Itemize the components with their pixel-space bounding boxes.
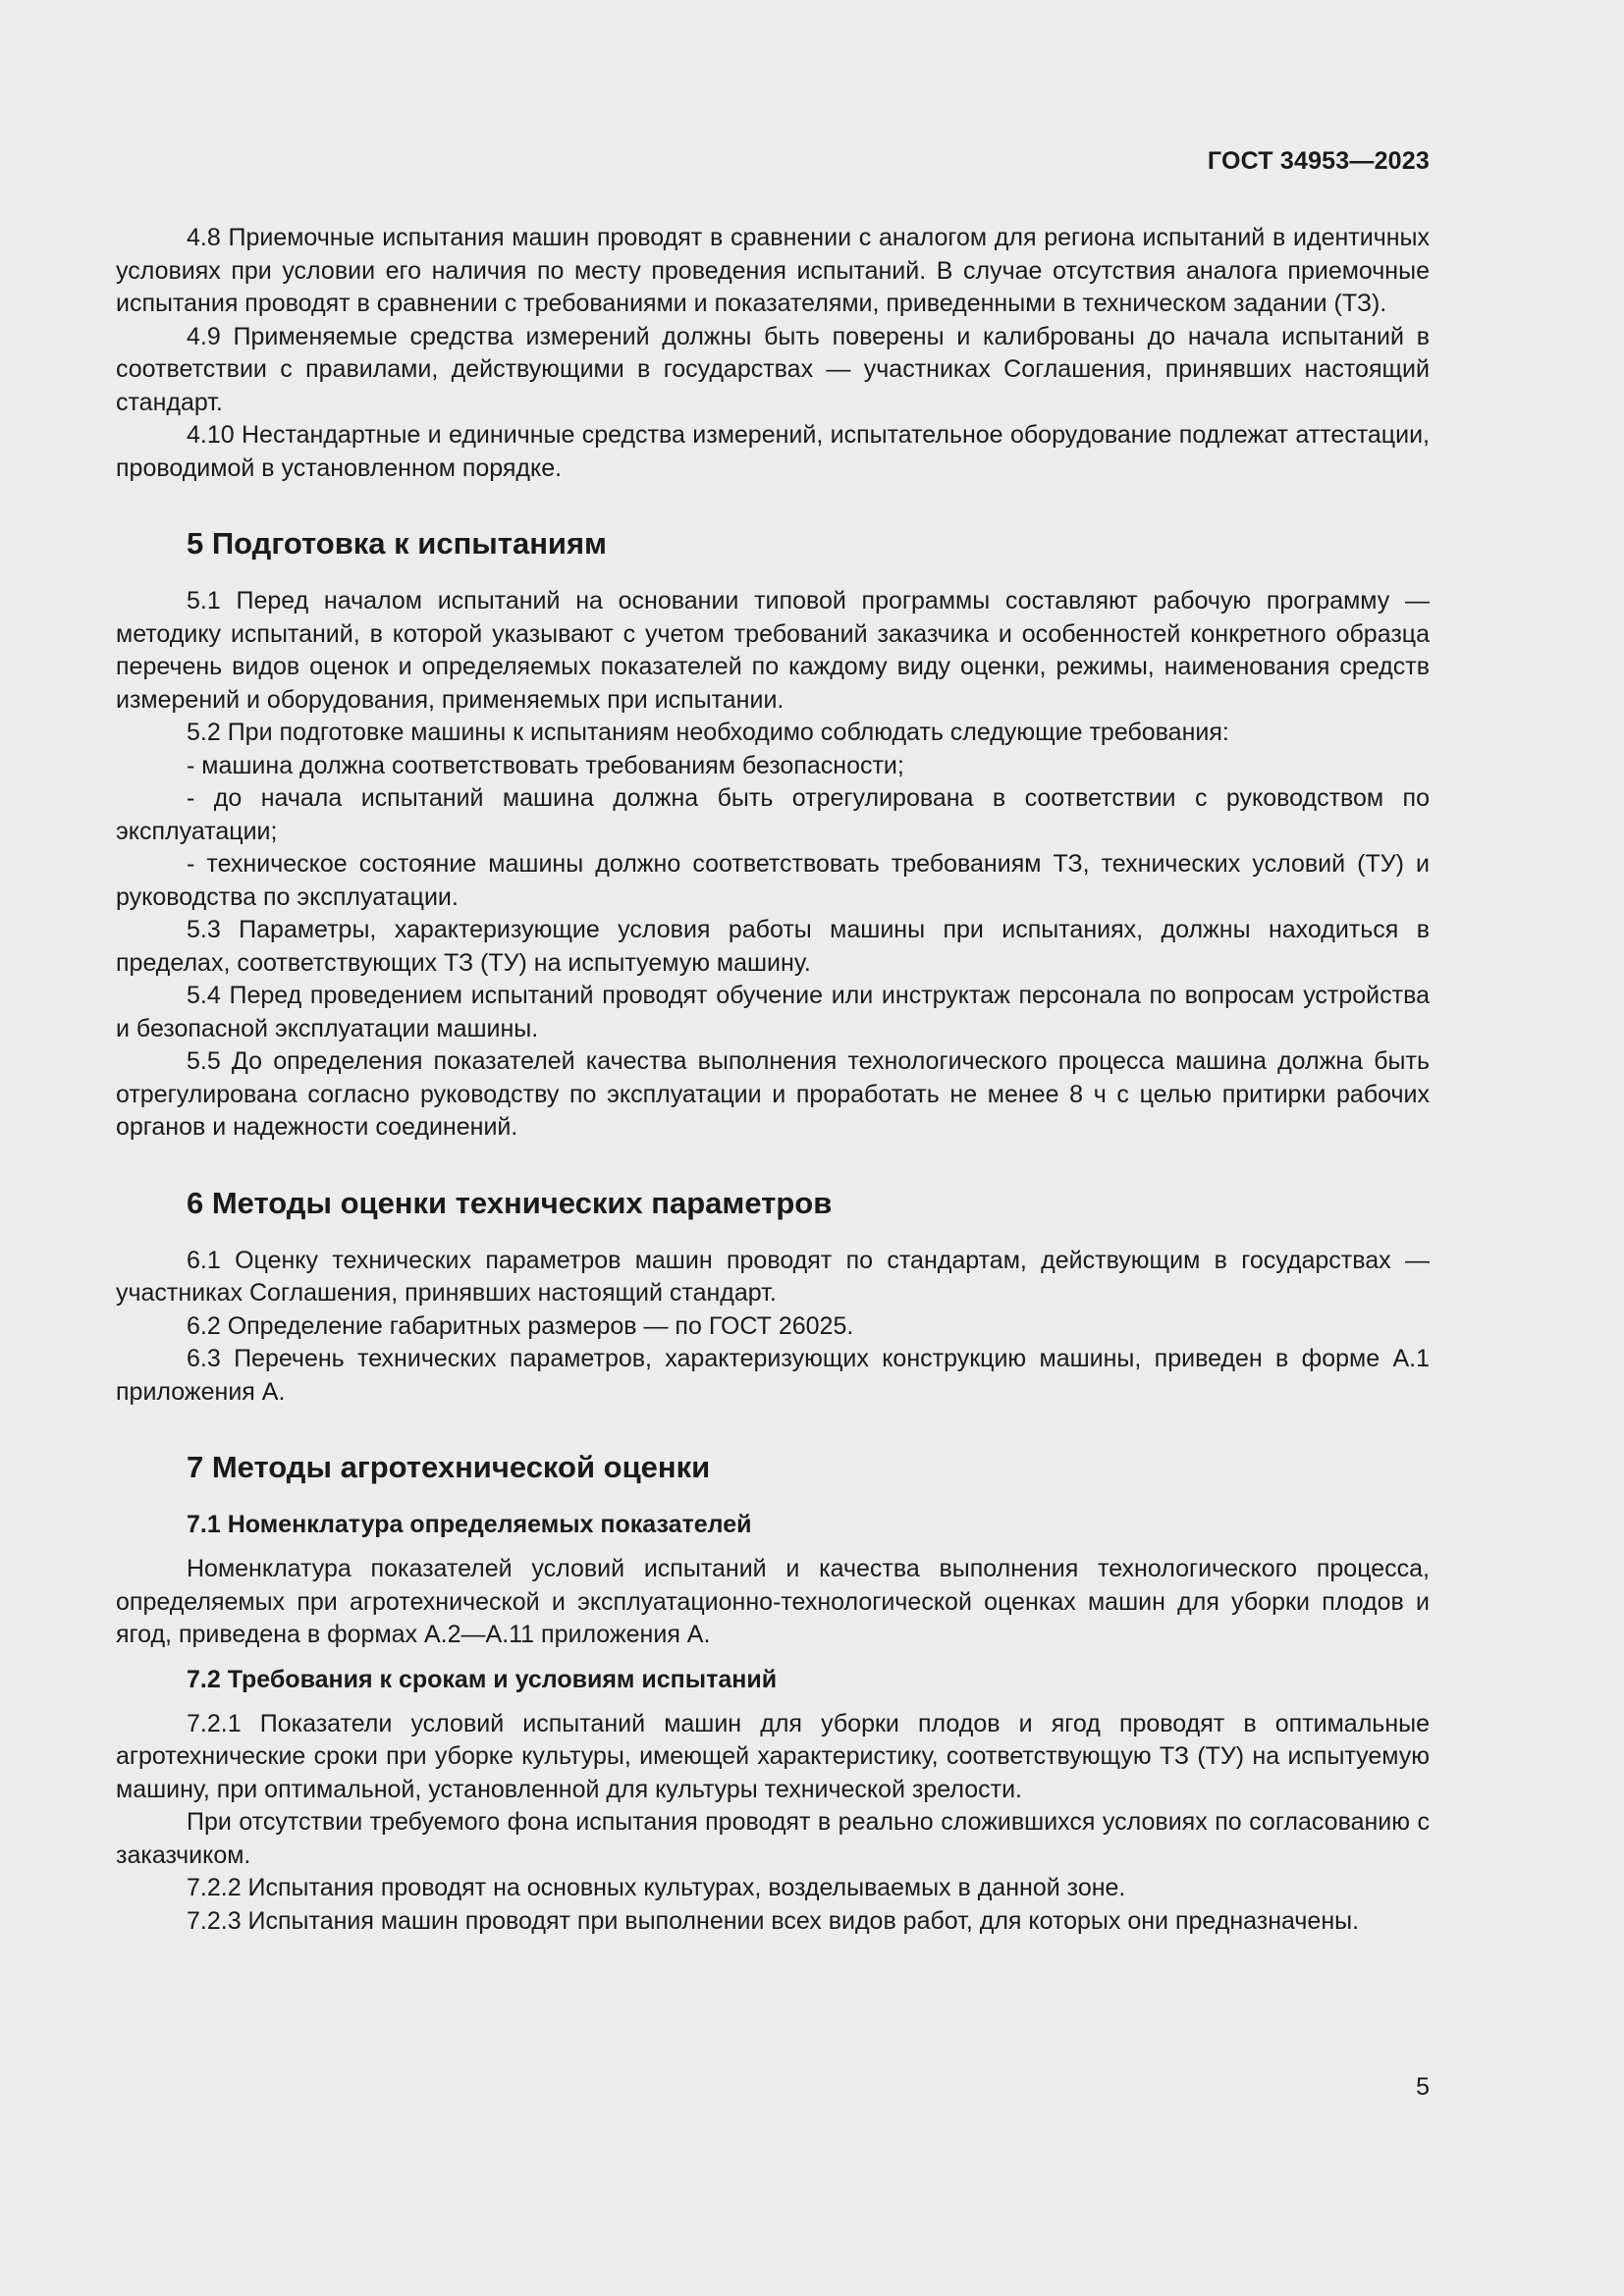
paragraph-7-2-1-continued: При отсутствии требуемого фона испытания проводят в реально сложившихся условиях по согласованию с заказчиком. (116, 1808, 1430, 1869)
section-7-heading: 7 Методы агротехнической оценки (187, 1450, 711, 1484)
paragraph-5-1: 5.1 Перед началом испытаний на основании типовой программы составляют рабочую программу — методику испытаний, в которой указывают с учетом требований заказчика и особенностей конкретного образца перечень видов оценок и определяемых показателей по каждому виду оценки, режимы, наименования средств измерений и оборудования, применяемых при испытании. (116, 587, 1430, 714)
paragraph-5-3: 5.3 Параметры, характеризующие условия работы машины при испытаниях, должны находиться в пределах, соответствующих ТЗ (ТУ) на испытуемую машину. (116, 916, 1430, 977)
page-number: 5 (1416, 2073, 1430, 2101)
section-5-heading: 5 Подготовка к испытаниям (187, 526, 607, 561)
subsection-7-1-heading: 7.1 Номенклатура определяемых показателей (187, 1511, 752, 1538)
paragraph-4-8: 4.8 Приемочные испытания машин проводят в сравнении с аналогом для региона испытаний в идентичных условиях при условии его наличия по месту проведения испытаний. В случае отсутствия аналога приемочные испытания проводят в сравнении с требованиями и показателями, приведенными в техническом задании (ТЗ). (116, 224, 1430, 317)
paragraph-6-2: 6.2 Определение габаритных размеров — по ГОСТ 26025. (187, 1311, 854, 1340)
document-header-id: ГОСТ 34953—2023 (1207, 147, 1430, 175)
paragraph-4-9: 4.9 Применяемые средства измерений должны быть поверены и калиброваны до начала испытаний в соответствии с правилами, действующими в государствах — участниках Соглашения, принявших настоящий стандарт. (116, 322, 1430, 416)
list-item-5-2-1: - машина должна соответствовать требованиям безопасности; (187, 751, 904, 779)
paragraph-5-5: 5.5 До определения показателей качества выполнения технологического процесса машина должна быть отрегулирована согласно руководству по эксплуатации и проработать не менее 8 ч с целью притирки рабочих органов и надежности соединений. (116, 1047, 1430, 1141)
paragraph-6-3: 6.3 Перечень технических параметров, характеризующих конструкцию машины, приведен в форме А.1 приложения А. (116, 1345, 1430, 1406)
paragraph-6-1: 6.1 Оценку технических параметров машин проводят по стандартам, действующим в государствах — участниках Соглашения, принявших настоящий стандарт. (116, 1246, 1430, 1307)
list-item-5-2-2: - до начала испытаний машина должна быть отрегулирована в соответствии с руководством по эксплуатации; (116, 784, 1430, 845)
paragraph-5-4: 5.4 Перед проведением испытаний проводят обучение или инструктаж персонала по вопросам устройства и безопасной эксплуатации машины. (116, 982, 1430, 1042)
document-body (116, 222, 1430, 1938)
paragraph-7-2-3: 7.2.3 Испытания машин проводят при выполнении всех видов работ, для которых они предназначены. (187, 1906, 1360, 1935)
paragraph-4-10: 4.10 Нестандартные и единичные средства измерений, испытательное оборудование подлежат аттестации, проводимой в установленном порядке. (116, 421, 1430, 482)
paragraph-5-2: 5.2 При подготовке машины к испытаниям необходимо соблюдать следующие требования: (187, 719, 1229, 746)
section-6-heading: 6 Методы оценки технических параметров (187, 1185, 833, 1220)
paragraph-7-2-1: 7.2.1 Показатели условий испытаний машин для уборки плодов и ягод проводят в оптимальные агротехнические сроки при уборке культуры, имеющей характеристику, соответствующую ТЗ (ТУ) на испытуемую машину, при оптимальной, установленной для культуры технической зрелости. (116, 1709, 1430, 1803)
list-item-5-2-3: - техническое состояние машины должно соответствовать требованиям ТЗ, технических условий (ТУ) и руководства по эксплуатации. (116, 850, 1430, 911)
paragraph-7-2-2: 7.2.2 Испытания проводят на основных культурах, возделываемых в данной зоне. (187, 1874, 1126, 1901)
subsection-7-2-heading: 7.2 Требования к срокам и условиям испытаний (187, 1665, 778, 1693)
paragraph-7-1: Номенклатура показателей условий испытаний и качества выполнения технологического процесса, определяемых при агротехнической и эксплуатационно-технологической оценках машин для уборки плодов и ягод, приведена в формах А.2—А.11 приложения А. (116, 1555, 1430, 1648)
